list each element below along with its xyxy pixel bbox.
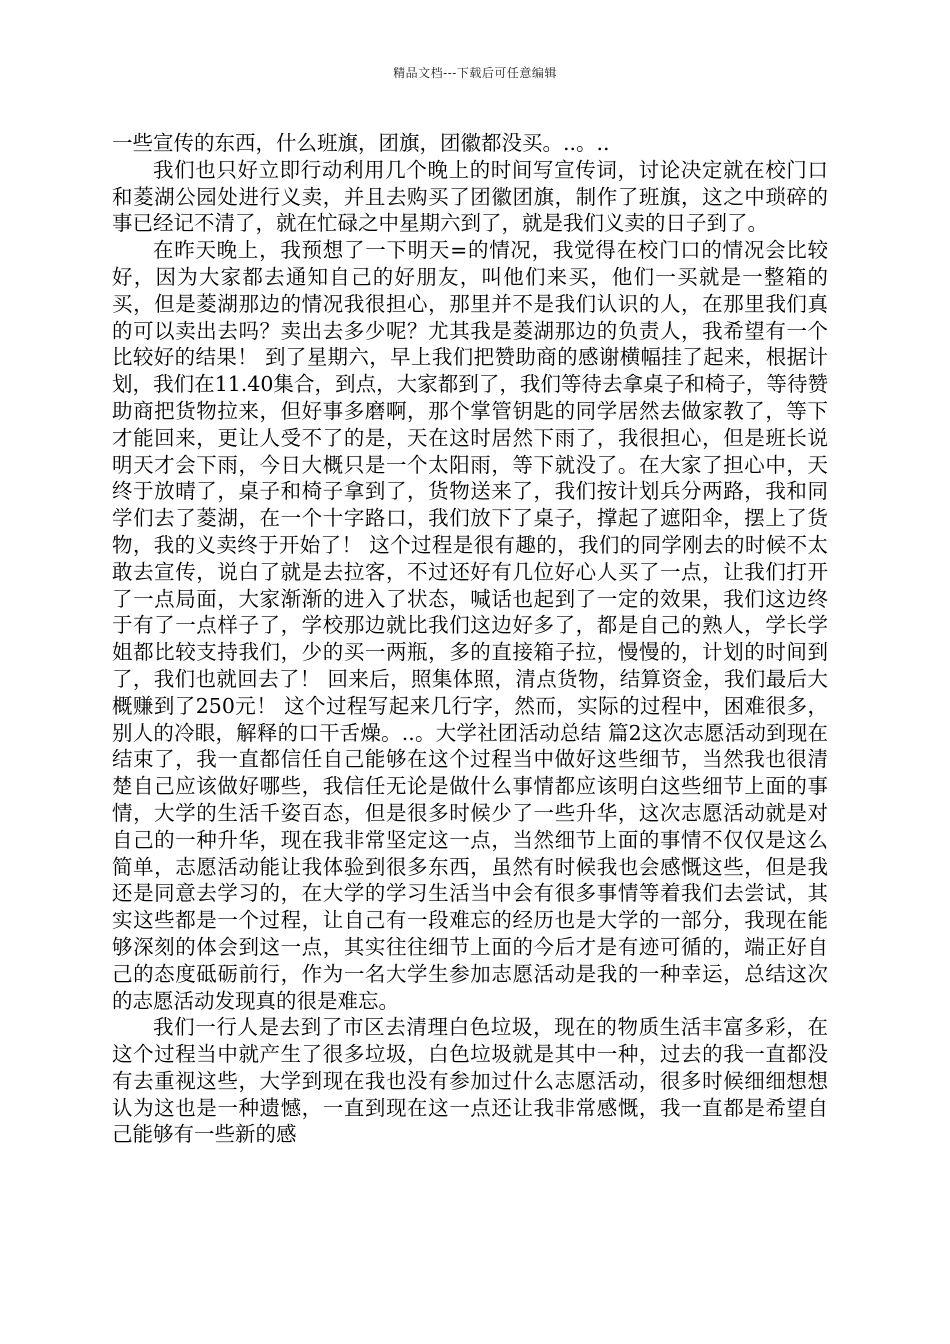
paragraph-1: 一些宣传的东西，什么班旗，团旗，团徽都没买。..。.. (112, 131, 610, 155)
page-header: 精品文档---下载后可任意编辑 (393, 66, 557, 80)
paragraph-2: 我们也只好立即行动利用几个晚上的时间写宣传词，讨论决定就在校门口和菱湖公园处进行义卖，并且去购买了团徽团旗，制作了班旗，这之中琐碎的事已经记不清了，就在忙碌之中星期六到了，就是我们义卖的日子到了。 (112, 157, 828, 236)
paragraph-4: 我们一行人是去到了市区去清理白色垃圾，现在的物质生活丰富多彩，在这个过程当中就产生了很多垃圾，白色垃圾就是其中一种，过去的我一直都没有去重视这些，大学到现在我也没有参加过什么志愿活动，很多时候细细想想认为这也是一种遗憾，一直到现在这一点还让我非常感慨，我一直都是希望自己能够有一些新的感 (112, 1015, 828, 1147)
paragraph-3: 在昨天晚上，我预想了一下明天=的情况，我觉得在校门口的情况会比较好，因为大家都去通知自己的好朋友，叫他们来买，他们一买就是一整箱的买，但是菱湖那边的情况我很担心，那里并不是我们认识的人，在那里我们真的可以卖出去吗？卖出去多少呢？尤其我是菱湖那边的负责人，我希望有一个比较好的结果！ 到了星期六，早上我们把赞助商的感谢横幅挂了起来，根据计划，我们在11.40集合，到点，大家都到了，我们等待去拿桌子和椅子，等待赞助商把货物拉来，但好事多磨啊，那个掌管钥匙的同学居然去做家教了，等下才能回来，更让人受不了的是，天在这时居然下雨了，我很担心，但是班长说明天才会下雨，今日大概只是一个太阳雨，等下就没了。在大家了担心中，天终于放晴了，桌子和椅子拿到了，货物送来了，我们按计划兵分两路，我和同学们去了菱湖，在一个十字路口，我们放下了桌子，撑起了遮阳伞，摆上了货物，我的义卖终于开始了！ 这个过程是很有趣的，我们的同学刚去的时候不太敢去宣传，说白了就是去拉客，不过还好有几位好心人买了一点，让我们打开了一点局面，大家渐渐的进入了状态，喊话也起到了一定的效果，我们这边终于有了一点样子了，学校那边就比我们这边好多了，都是自己的熟人，学长学姐都比较支持我们，少的买一两瓶，多的直接箱子拉，慢慢的，计划的时间到了，我们也就回去了！ 回来后，照集体照，清点货物，结算资金，我们最后大概赚到了250元！ 这个过程写起来几行字，然而，实际的过程中，困难很多，别人的冷眼，解释的口干舌燥。..。大学社团活动总结 篇2这次志愿活动到现在结束了，我一直都信任自己能够在这个过程当中做好这些细节，当然我也很清楚自己应该做好哪些，我信任无论是做什么事情都应该明白这些细节上面的事情，大学的生活千姿百态，但是很多时候少了一些升华，这次志愿活动就是对自己的一种升华，现在我非常坚定这一点，当然细节上面的事情不仅仅是这么简单，志愿活动能让我体验到很多东西，虽然有时候我也会感慨这些，但是我还是同意去学习的，在大学的学习生活当中会有很多事情等着我们去尝试，其实这些都是一个过程，让自己有一段难忘的经历也是大学的一部分，我现在能够深刻的体会到这一点，其实往往细节上面的今后才是有迹可循的，端正好自己的态度砥砺前行，作为一名大学生参加志愿活动是我的一种幸运，总结这次的志愿活动发现真的很是难忘。 (112, 238, 828, 1013)
document-body (112, 130, 828, 1148)
